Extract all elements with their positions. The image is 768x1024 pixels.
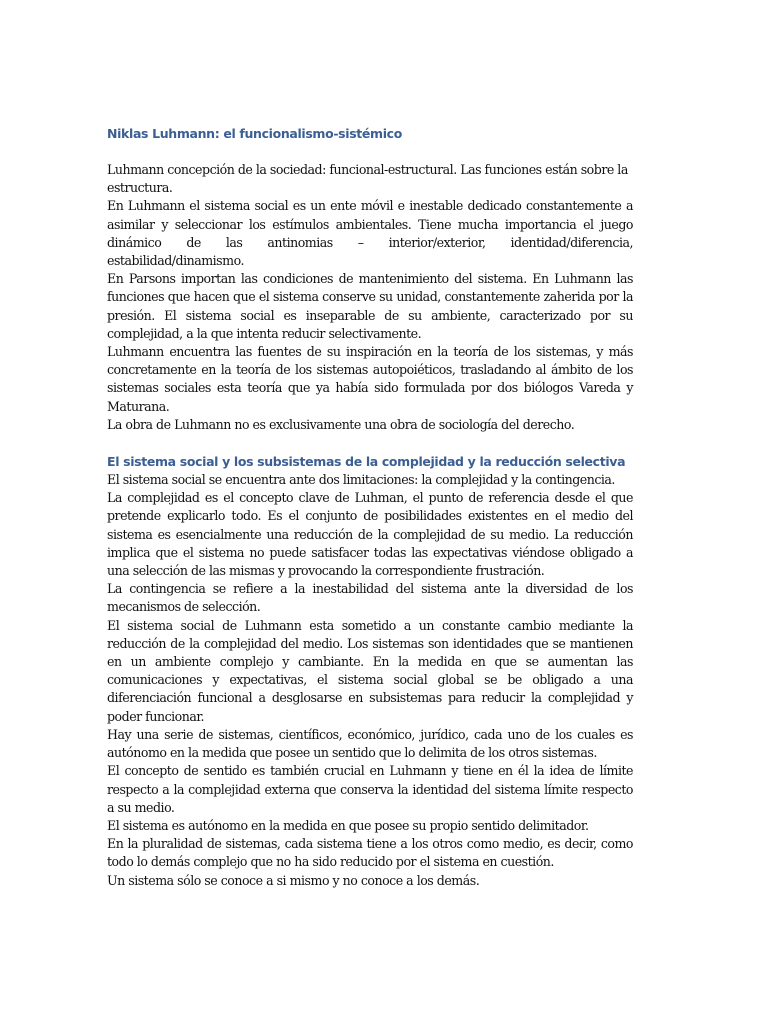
paragraph: Un sistema sólo se conoce a si mismo y no conoce a los demás. xyxy=(107,872,480,888)
section-heading-luhmann: Niklas Luhmann: el funcionalismo-sistémico xyxy=(107,126,402,141)
paragraph: La obra de Luhmann no es exclusivamente una obra de sociología del derecho. xyxy=(107,416,575,432)
section-heading-sistema-social: El sistema social y los subsistemas de la complejidad y la reducción selectiva xyxy=(107,454,626,470)
paragraph: En Luhmann el sistema social es un ente móvil e inestable dedicado constantemente a asimilar y seleccionar los estímulos ambientales. Tiene mucha importancia el juego dinámico de las antinomias – interior/exterior, identidad/diferencia, estabilidad/dinamismo. xyxy=(107,198,633,269)
paragraph: El sistema social se encuentra ante dos limitaciones: la complejidad y la contingencia. xyxy=(107,472,615,488)
paragraph: La contingencia se refiere a la inestabilidad del sistema ante la diversidad de los mecanismos de selección. xyxy=(107,581,633,615)
paragraph: El sistema social de Luhmann esta sometido a un constante cambio mediante la reducción de la complejidad del medio. Los sistemas son identidades que se mantienen en un ambiente complejo y cambiante. En la medida en que se aumentan las comunicaciones y expectativas, el sistema social global se be obligado a una diferenciación funcional a desglosarse en subsistemas para reducir la complejidad y poder funcionar. xyxy=(107,617,633,724)
paragraph: Luhmann encuentra las fuentes de su inspiración en la teoría de los sistemas, y más concretamente en la teoría de los sistemas autopoiéticos, trasladando al ámbito de los sistemas sociales esta teoría que ya había sido formulada por dos biólogos Vareda y Maturana. xyxy=(107,344,633,414)
document-content xyxy=(107,125,633,890)
paragraph: El sistema es autónomo en la medida en que posee su propio sentido delimitador. xyxy=(107,817,589,833)
paragraph: En Parsons importan las condiciones de mantenimiento del sistema. En Luhmann las funciones que hacen que el sistema conserve su unidad, constantemente zaherida por la presión. El sistema social es inseparable de su ambiente, caracterizado por su complejidad, a la que intenta reducir selectivamente. xyxy=(107,271,633,341)
paragraph: Luhmann concepción de la sociedad: funcional-estructural. Las funciones están sobre la estructura. xyxy=(107,162,628,196)
paragraph: La complejidad es el concepto clave de Luhman, el punto de referencia desde el que pretende explicarlo todo. Es el conjunto de posibilidades existentes en el medio del sistema es esencialmente una reducción de la complejidad de su medio. La reducción implica que el sistema no puede satisfacer todas las expectativas viéndose obligado a una selección de las mismas y provocando la correspondiente frustración. xyxy=(107,490,633,579)
paragraph: El concepto de sentido es también crucial en Luhmann y tiene en él la idea de límite respecto a la complejidad externa que conserva la identidad del sistema límite respecto a su medio. xyxy=(107,763,633,815)
paragraph: En la pluralidad de sistemas, cada sistema tiene a los otros como medio, es decir, como todo lo demás complejo que no ha sido reducido por el sistema en cuestión. xyxy=(107,836,633,870)
paragraph: Hay una serie de sistemas, científicos, económico, jurídico, cada uno de los cuales es autónomo en la medida que posee un sentido que lo delimita de los otros sistemas. xyxy=(107,726,633,761)
